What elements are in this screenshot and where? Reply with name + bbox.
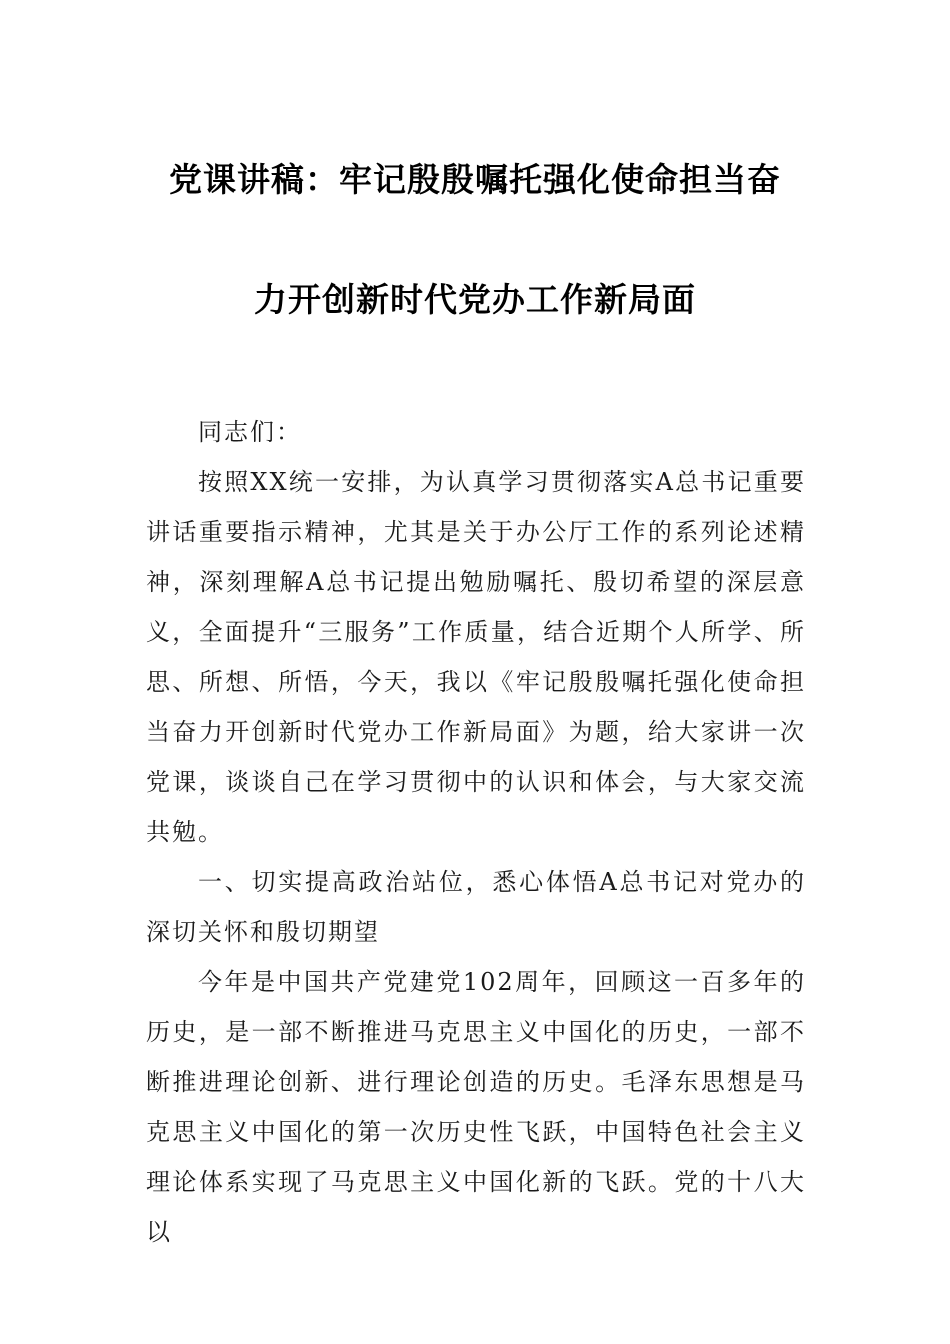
document-title-line-1: 党课讲稿：牢记殷殷嘱托强化使命担当奋 bbox=[169, 160, 781, 199]
document-title-line-2: 力开创新时代党办工作新局面 bbox=[254, 280, 696, 319]
intro-paragraph: 按照XX统一安排，为认真学习贯彻落实A总书记重要讲话重要指示精神，尤其是关于办公厅工作的系列论述精神，深刻理解A总书记提出勉励嘱托、殷切希望的深层意义，全面提升“三服务”工作质量，结合近期个人所学、所思、所想、所悟，今天，我以《牢记殷殷嘱托强化使命担当奋力开创新时代党办工作新局面》为题，给大家讲一次党课，谈谈自己在学习贯彻中的认识和体会，与大家交流共勉。 bbox=[146, 468, 806, 846]
body-paragraph: 今年是中国共产党建党102周年，回顾这一百多年的历史，是一部不断推进马克思主义中国化的历史，一部不断推进理论创新、进行理论创造的历史。毛泽东思想是马克思主义中国化的第一次历史性飞跃，中国特色社会主义理论体系实现了马克思主义中国化新的飞跃。党的十八大以 bbox=[146, 968, 806, 1246]
section-heading-1: 一、切实提高政治站位，悉心体悟A总书记对党办的深切关怀和殷切期望 bbox=[146, 868, 806, 946]
document-body bbox=[146, 407, 806, 1257]
salutation-paragraph: 同志们： bbox=[198, 418, 302, 446]
